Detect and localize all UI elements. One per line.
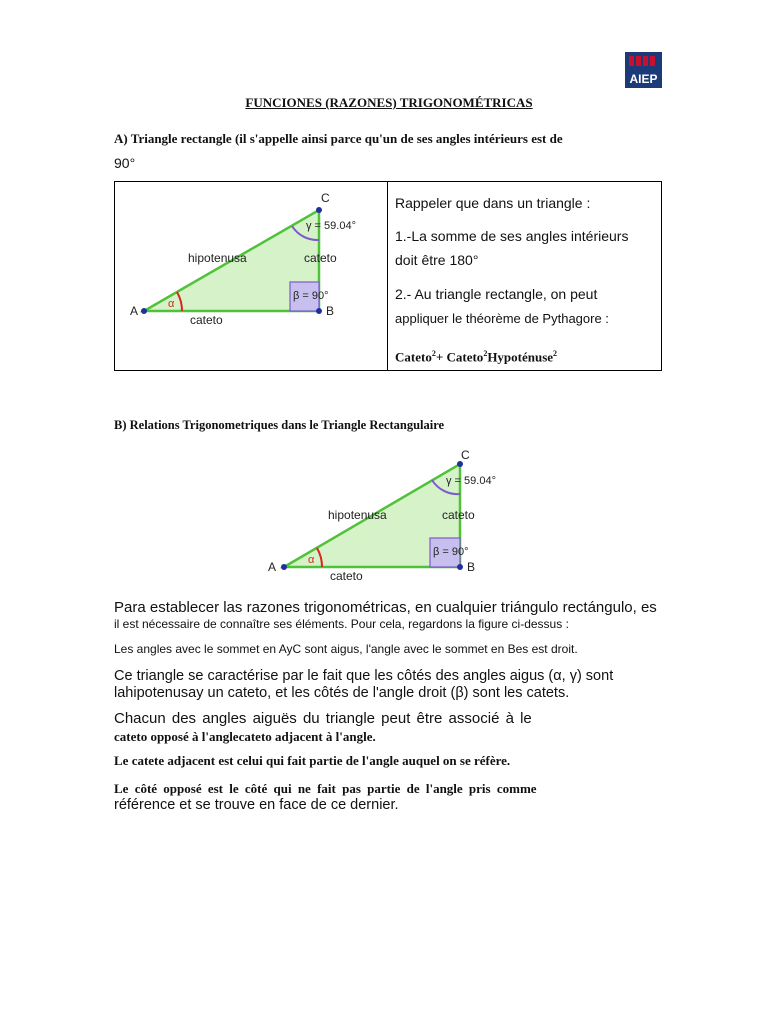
logo-text: AIEP <box>629 72 658 86</box>
note-line-2b: doit être 180° <box>395 252 479 268</box>
note-line-1: Rappeler que dans un triangle : <box>395 195 591 211</box>
label-leg-vertical: cateto <box>304 251 337 265</box>
section-b-heading: B) Relations Trigonometriques dans le Triangle Rectangulaire <box>114 418 445 432</box>
label-leg-horizontal: cateto <box>190 313 223 327</box>
label2-gamma: γ = 59.04° <box>446 475 496 487</box>
pythagoras-formula <box>395 342 557 368</box>
formula-sup-2: 2 <box>483 349 488 358</box>
label-vertex-c: C <box>321 191 330 205</box>
paragraph-6b: référence et se trouve en face de ce dernier. <box>114 797 399 813</box>
label2-beta: β = 90° <box>433 546 469 558</box>
label-alpha: α <box>168 298 175 310</box>
aiep-logo <box>625 52 662 88</box>
label2-leg-horizontal: cateto <box>330 569 363 583</box>
label-gamma: γ = 59.04° <box>306 220 356 232</box>
paragraph-2: Les angles avec le sommet en AyC sont aigus, l'angle avec le sommet en Bes est droit. <box>114 642 578 656</box>
triangle-figure-2 <box>260 448 520 590</box>
vertex-a-point <box>141 308 147 314</box>
label-beta: β = 90° <box>293 290 329 302</box>
paragraph-3b: lahipotenusay un cateto, et les côtés de l'angle droit (β) sont les catets. <box>114 685 570 701</box>
label2-leg-vertical: cateto <box>442 508 475 522</box>
formula-sup-3: 2 <box>553 349 558 358</box>
formula-term-2: + Cateto <box>435 349 484 365</box>
box-divider <box>387 182 388 370</box>
label2-vertex-c: C <box>461 448 470 462</box>
paragraph-4a: Chacun des angles aiguës du triangle peut être associé à le <box>114 710 532 727</box>
vertex-b-point-2 <box>457 564 463 570</box>
formula-term-1: Cateto <box>395 349 432 365</box>
label2-vertex-b: B <box>467 560 476 574</box>
triangle-figure-1 <box>120 190 360 330</box>
note-line-2a: 1.-La somme de ses angles intérieurs <box>395 228 629 244</box>
vertex-c-point <box>316 207 322 213</box>
label-vertex-a: A <box>130 304 139 318</box>
label2-alpha: α <box>308 554 315 566</box>
label2-vertex-a: A <box>268 560 277 574</box>
page-title: FUNCIONES (RAZONES) TRIGONOMÉTRICAS <box>245 95 533 110</box>
note-line-3a: 2.- Au triangle rectangle, on peut <box>395 286 598 302</box>
label2-hypotenuse: hipotenusa <box>328 508 387 522</box>
vertex-b-point <box>316 308 322 314</box>
paragraph-3a: Ce triangle se caractérise par le fait que les côtés des angles aigus (α, γ) sont <box>114 668 614 684</box>
label-vertex-b: B <box>326 304 335 318</box>
paragraph-4b: cateto opposé à l'anglecateto adjacent à l'angle. <box>114 729 376 744</box>
paragraph-5: Le catete adjacent est celui qui fait partie de l'angle auquel on se réfère. <box>114 753 511 768</box>
formula-term-3: Hypoténuse <box>487 349 554 365</box>
paragraph-1a: Para establecer las razones trigonométricas, en cualquier triángulo rectángulo, es <box>114 599 657 616</box>
section-a-heading-cont: 90° <box>114 155 136 171</box>
vertex-a-point-2 <box>281 564 287 570</box>
section-a-heading: A) Triangle rectangle (il s'appelle ainsi parce qu'un de ses angles intérieurs est de <box>114 131 563 146</box>
formula-sup-1: 2 <box>431 349 436 358</box>
label-hypotenuse: hipotenusa <box>188 251 247 265</box>
paragraph-6a: Le côté opposé est le côté qui ne fait pas partie de l'angle pris comme <box>114 781 537 796</box>
note-line-3b: appliquer le théorème de Pythagore : <box>395 311 609 326</box>
paragraph-1b: il est nécessaire de connaître ses éléments. Pour cela, regardons la figure ci-dessus : <box>114 617 569 631</box>
